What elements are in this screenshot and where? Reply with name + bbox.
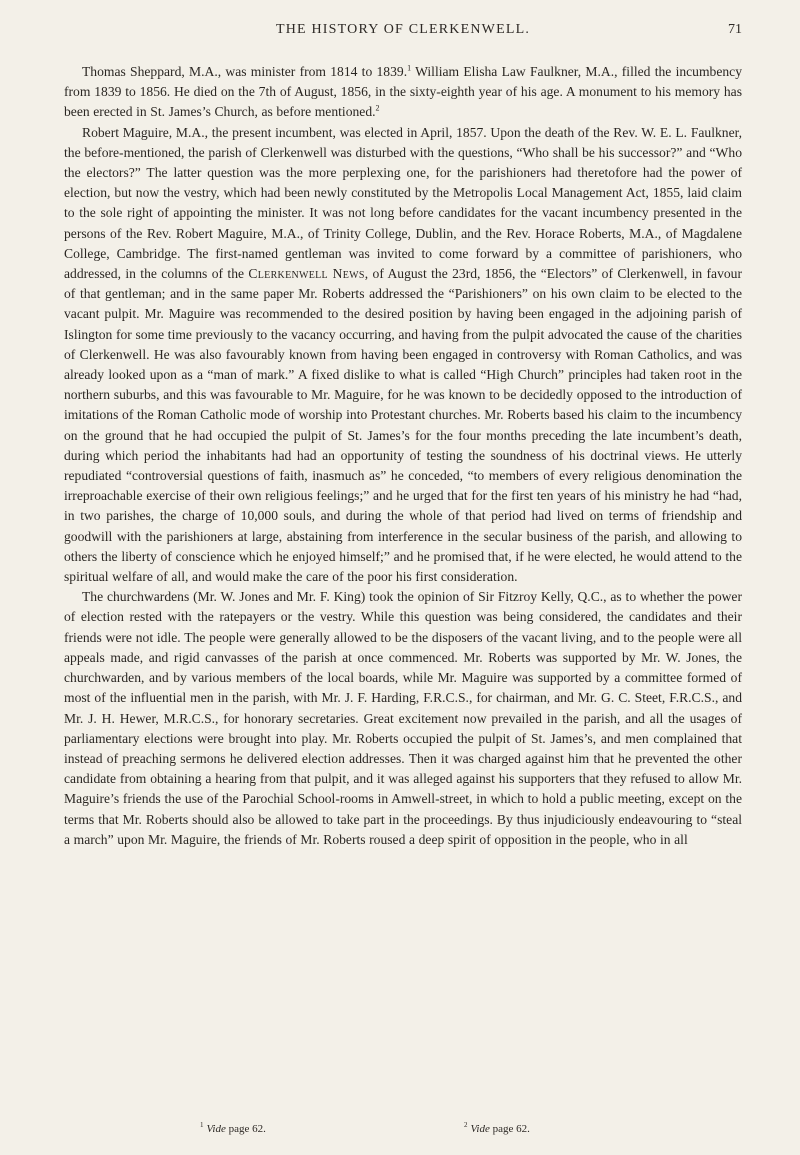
footnote-mark: 1 xyxy=(200,1121,204,1130)
footnote-text: page 62. xyxy=(225,1123,266,1135)
running-head xyxy=(64,22,742,52)
text-run: Robert Maguire, M.A., the present incumbent, was elected in April, 1857. Upon the death of the Rev. W. E. L. Faulkner, the before-mentioned, the parish of Clerkenwell was disturbed with the questions, “Who shall be his successor?” and “Who the electors?” The latter question was the more perplexing one, for the parishioners had theretofore had the power of election, but now the vestry, which had been newly constituted by the Metropolis Local Management Act, 1855, laid claim to the sole right of appointing the minister. It was not long before candidates for the vacant incumbency presented in the persons of the Rev. Robert Maguire, M.A., of Trinity College, Dublin, and the Rev. Horace Roberts, M.A., of Magdalene College, Cambridge. The first-named gentleman was invited to come forward by a committee of parishioners, who addressed, in the columns of the xyxy=(64,124,742,282)
footnote-vide: Vide xyxy=(470,1123,490,1135)
text-run: , of August the 23rd, 1856, the “Electors” of Clerkenwell, in favour of that gentleman; and in the same paper Mr. Roberts addressed the “Parishioners” on his own claim to be elected to the vacant pulpit. Mr. Maguire was recommended to the desired position by having been engaged in the adjoining parish of Islington for some time previously to the vacancy occurring, and having from the pulpit advocated the cause of the charities of Clerkenwell. He was also favourably known from having been engaged in controversy with Roman Catholics, and was already looked upon as a “man of mark.” A fixed dislike to what is called “High Church” principles had taken root in the northern suburbs, and this was favourable to Mr. Maguire, for he was known to be decidedly opposed to the introduction of imitations of the Roman Catholic mode of worship into Protestant churches. Mr. Roberts based his claim to the incumbency on the ground that he had occupied the pulpit of St. James’s for the four months preceding the late incumbent’s death, during which period the inhabitants had had an opportunity of testing the soundness of his doctrinal views. He utterly repudiated “controversial questions of faith, inasmuch as” he conceded, “to members of every religious denomination the irreproachable exercise of their own religious feelings;” and he urged that for the first ten years of his ministry he had “had, in two parishes, the charge of 10,000 souls, and during the whole of that period had lived on terms of friendship and goodwill with the parishioners at large, abstaining from interference in the secular business of the parish, and allowing to others the liberty of conscience which he enjoyed himself;” and he promised that, if he were elected, he would attend to the spiritual welfare of all, and would make the care of the poor his first consideration. xyxy=(64,266,743,585)
footnote-vide: Vide xyxy=(206,1123,226,1135)
paragraph-2 xyxy=(64,123,742,588)
paragraph-3 xyxy=(64,587,742,850)
newspaper-name: Clerkenwell News xyxy=(248,266,365,282)
footnote-1 xyxy=(200,1123,266,1135)
footnote-2 xyxy=(464,1123,530,1135)
text-run: Thomas Sheppard, M.A., was minister from 1814 to 1839. xyxy=(82,64,408,79)
paragraph-1 xyxy=(64,62,742,123)
running-title: THE HISTORY OF CLERKENWELL. xyxy=(275,22,531,37)
text-run: The churchwardens (Mr. W. Jones and Mr. F. King) took the opinion of Sir Fitzroy Kelly, Q.C., as to whether the power of election rested with the ratepayers or the vestry. While this question was being considered, the candidates and their friends were not idle. The people were generally allowed to be the disposers of the vacant living, and to the people were all appeals made, and rigid canvasses of the parish at once commenced. Mr. Roberts was supported by Mr. W. Jones, the churchwarden, and by various members of the local boards, while Mr. Maguire was supported by a committee formed of most of the influential men in the parish, with Mr. J. F. Harding, F.R.C.S., for chairman, and Mr. G. C. Steet, F.R.C.S., and Mr. J. H. Hewer, M.R.C.S., for honorary secretaries. Great excitement now prevailed in the parish, and all the usages of parliamentary elections were brought into play. Mr. Roberts occupied the pulpit of St. James’s, and men complained that instead of preaching sermons he delivered election addresses. Then it was charged against him that he prevented the other candidate from obtaining a hearing from that pulpit, and it was alleged against his supporters that they refused to allow Mr. Maguire’s friends the use of the Parochial School-rooms in Amwell-street, in which to hold a public meeting, except on the terms that Mr. Roberts should also be allowed to take part in the proceedings. By thus injudiciously endeavouring to “steal a march” upon Mr. Maguire, the friends of Mr. Roberts roused a deep spirit of opposition in the people, who in all xyxy=(64,589,742,847)
page-number: 71 xyxy=(728,22,742,37)
footnote-text: page 62. xyxy=(489,1123,530,1135)
footnote-ref: 2 xyxy=(375,103,380,113)
footnotes xyxy=(64,1123,742,1141)
text-run: William Elisha Law Faulkner, M.A., filled the incumbency from 1839 to 1856. He died on the 7th of August, 1856, in the sixty-eighth year of his age. A monument to his memory has been erected in St. James’s Church, as before mentioned. xyxy=(64,64,742,120)
body-text xyxy=(64,62,742,850)
footnote-ref: 1 xyxy=(407,63,412,73)
footnote-mark: 2 xyxy=(464,1121,468,1130)
